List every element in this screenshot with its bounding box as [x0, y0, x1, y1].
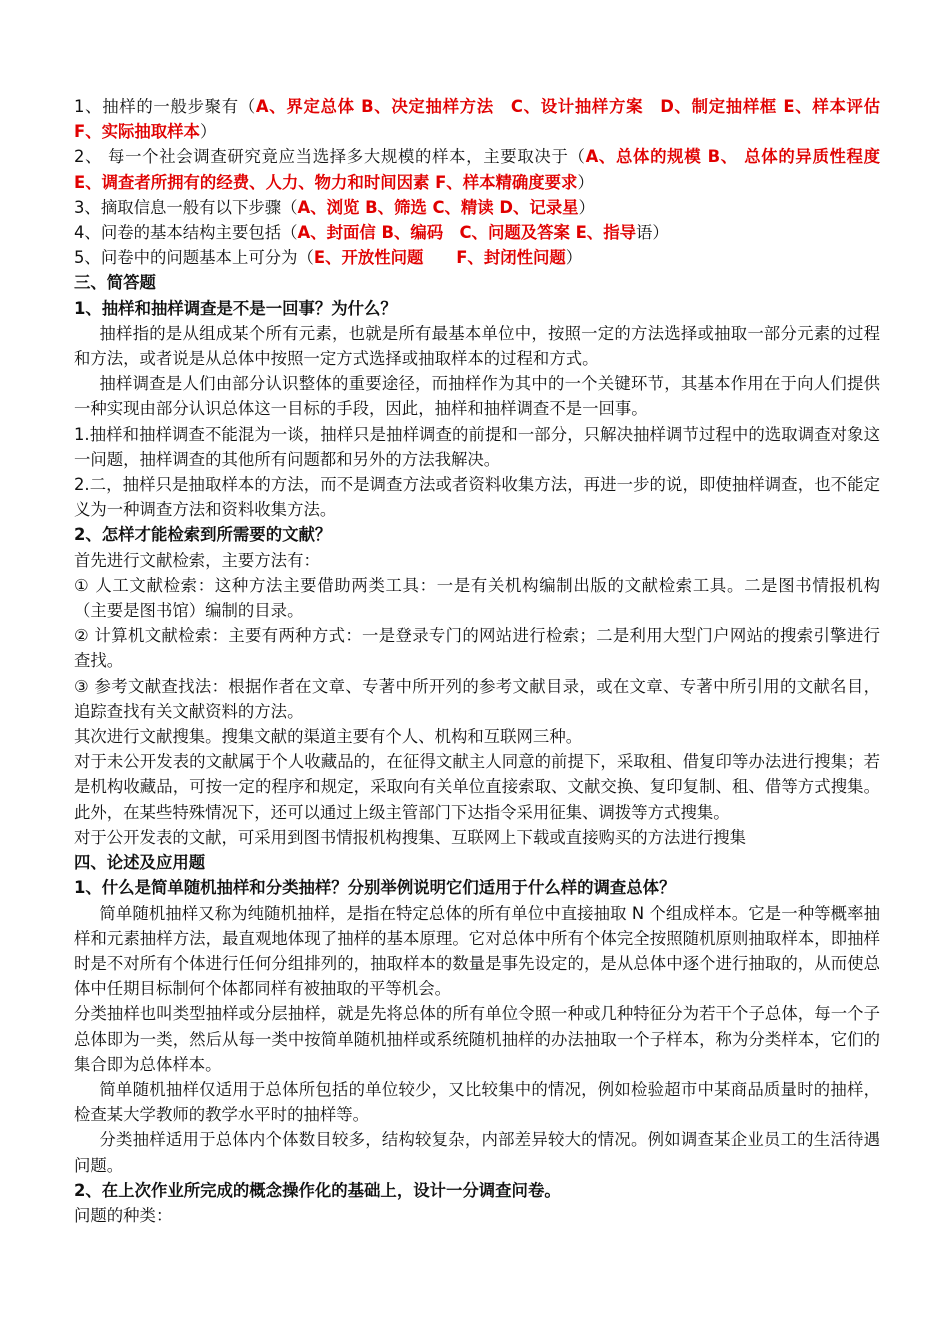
fill-item-5: [74, 245, 880, 270]
fill-item-text: 1、抽样的一般步聚有（: [74, 97, 256, 116]
fill-item-4: [74, 220, 880, 245]
fill-item-text: ）: [578, 197, 595, 217]
fill-item-text: ）: [577, 172, 594, 192]
paragraph: 其次进行文献搜集。搜集文献的渠道主要有个人、机构和互联网三种。: [74, 727, 583, 747]
fill-item-text: ）: [199, 122, 217, 142]
fill-item-text: 2、 每一个社会调查研究竟应当选择多大规模的样本，主要取决于（: [74, 147, 586, 167]
paragraph: 分类抽样适用于总体内个体数目较多，结构较复杂，内部差异较大的情况。例如调查某企业员工的生活待遇问题。: [74, 1130, 880, 1175]
paragraph: ① 人工文献检索：这种方法主要借助两类工具：一是有关机构编制出版的文献检索工具。二是图书情报机构（主要是图书馆）编制的目录。: [74, 575, 880, 621]
paragraph: 对于公开发表的文献，可采用到图书情报机构搜集、互联网上下载或直接购买的方法进行搜集: [74, 827, 747, 847]
question-title: 1、什么是简单随机抽样和分类抽样？分别举例说明它们适用于什么样的调查总体？: [74, 878, 676, 898]
section-heading: 四、论述及应用题: [74, 853, 206, 873]
fill-item-answer: A、封面信 B、编码 C、问题及答案 E、指导: [297, 223, 636, 243]
paragraph: ③ 参考文献查找法：根据作者在文章、专著中所开列的参考文献目录，或在文章、专著中所引用的文献名目，追踪查找有关文献资料的方法。: [74, 676, 880, 721]
fill-item-2: [74, 144, 897, 194]
paragraph: 简单随机抽样又称为纯随机抽样，是指在特定总体的所有单位中直接抽取 N 个组成样本。它是一种等概率抽样和元素抽样方法，最直观地体现了抽样的基本原理。它对总体中所有个体完全按照随机原则抽取样本，即抽样时是不对所有个体进行任何分组排列的，抽取样本的数量是事先设定的，是从总体中逐个进行抽取的，从而使总体中任期目标制何个体都同样有被抽取的平等机会。: [74, 903, 880, 999]
fill-item-text: 4、问卷的基本结构主要包括（: [74, 223, 298, 243]
question-title: 2、在上次作业所完成的概念操作化的基础上，设计一分调查问卷。: [74, 1180, 561, 1200]
paragraph: 对于未公开发表的文献属于个人收藏品的，在征得文献主人同意的前提下，采取租、借复印等办法进行搜集；若是机构收藏品，可按一定的程序和规定，采取向有关单位直接索取、文献交换、复印复制、租、借等方式搜集。此外，在某些特殊情况下，还可以通过上级主管部门下达指令采用征集、调拨等方式搜集。: [74, 752, 880, 822]
question-title: 1、抽样和抽样调查是不是一回事？为什么？: [74, 298, 397, 318]
paragraph: ② 计算机文献检索：主要有两种方式：一是登录专门的网站进行检索；二是利用大型门户网站的搜索引擎进行查找。: [74, 626, 880, 671]
section-heading: 三、简答题: [74, 273, 156, 293]
paragraph: 简单随机抽样仅适用于总体所包括的单位较少，又比较集中的情况，例如检验超市中某商品质量时的抽样，检查某大学教师的教学水平时的抽样等。: [74, 1079, 880, 1125]
paragraph: 抽样调查是人们由部分认识整体的重要途径，而抽样作为其中的一个关键环节，其基本作用在于向人们提供一种实现由部分认识总体这一目标的手段，因此，抽样和抽样调查不是一回事。: [74, 374, 880, 419]
fill-item-text: 语）: [635, 223, 669, 243]
fill-item-text: ）: [565, 248, 583, 268]
paragraph: 问题的种类：: [74, 1205, 173, 1225]
fill-item-answer: A、界定总体 B、决定抽样方法 C、设计抽样方案 D、制定抽样框 E、样本评估 F、实际抽取样本: [74, 97, 897, 142]
question-title: 2、怎样才能检索到所需要的文献？: [74, 525, 332, 545]
fill-item-text: 3、摘取信息一般有以下步骤（: [74, 197, 298, 217]
paragraph: 首先进行文献检索，主要方法有：: [74, 550, 320, 570]
paragraph: 抽样指的是从组成某个所有元素，也就是所有最基本单位中，按照一定的方法选择或抽取一部分元素的过程和方法，或者说是从总体中按照一定方式选择或抽取样本的过程和方式。: [74, 323, 880, 369]
document-page: [74, 94, 897, 1228]
fill-item-text: 5、问卷中的问题基本上可分为（: [74, 248, 314, 268]
fill-item-1: [74, 94, 897, 144]
fill-item-3: [74, 195, 880, 220]
paragraph: 分类抽样也叫类型抽样或分层抽样，就是先将总体的所有单位令照一种或几种特征分为若干个子总体，每一个子总体即为一类，然后从每一类中按简单随机抽样或系统随机抽样的办法抽取一个子样本，称为分类样本，它们的集合即为总体样本。: [74, 1004, 880, 1074]
fill-item-answer: A、浏览 B、筛选 C、精读 D、记录星: [297, 197, 579, 217]
paragraph: 1.抽样和抽样调查不能混为一谈，抽样只是抽样调查的前提和一部分，只解决抽样调节过程中的选取调查对象这一问题，抽样调查的其他所有问题都和另外的方法我解决。: [74, 424, 880, 469]
fill-item-answer: A、总体的规模 B、 总体的异质性程度 E、调查者所拥有的经费、人力、物力和时间因素 F、样本精确度要求: [74, 147, 897, 192]
fill-item-answer: E、开放性问题 F、封闭性问题: [313, 248, 566, 268]
paragraph: 2.二，抽样只是抽取样本的方法，而不是调查方法或者资料收集方法，再进一步的说，即使抽样调查，也不能定义为一种调查方法和资料收集方法。: [74, 475, 880, 520]
